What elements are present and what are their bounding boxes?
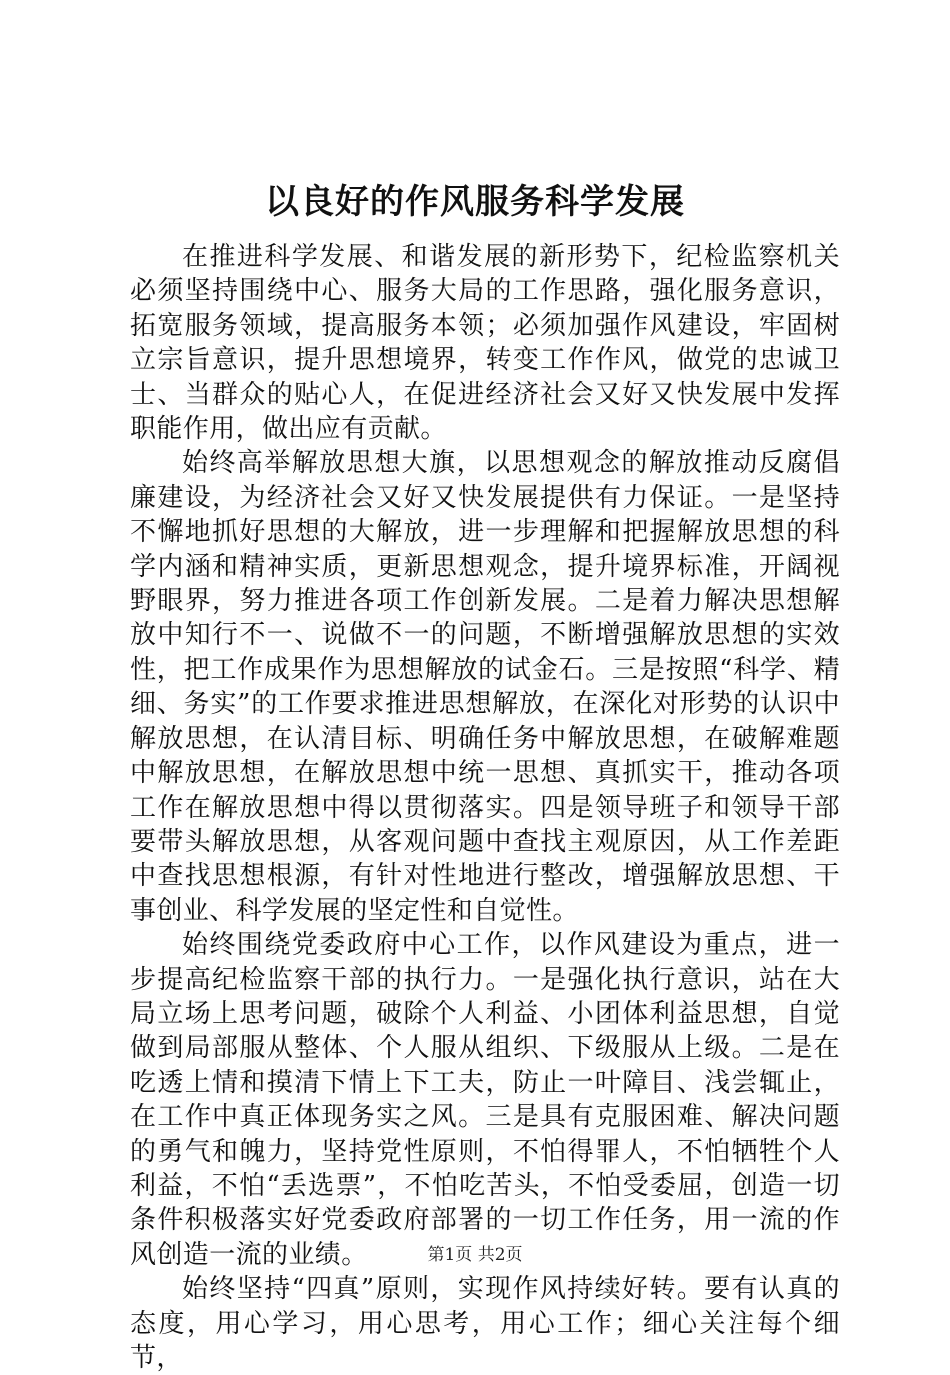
paragraph-intro: 在推进科学发展、和谐发展的新形势下，纪检监察机关必须坚持围绕中心、服务大局的工作思路，强化服务意识，拓宽服务领域，提高服务本领；必须加强作风建设，牢固树立宗旨意识，提升思想境界，转变工作作风，做党的忠诚卫士、当群众的贴心人，在促进经济社会又好又快发展中发挥职能作用，做出应有贡献。: [130, 242, 840, 445]
paragraph-thought-liberation: 始终高举解放思想大旗，以思想观念的解放推动反腐倡廉建设，为经济社会又好又快发展提供有力保证。一是坚持不懈地抓好思想的大解放，进一步理解和把握解放思想的科学内涵和精神实质，更新思想观念，提升境界标准，开阔视野眼界，努力推进各项工作创新发展。二是着力解决思想解放中知行不一、说做不一的问题，不断增强解放思想的实效性，把工作成果作为思想解放的试金石。三是按照“科学、精细、务实”的工作要求推进思想解放，在深化对形势的认识中解放思想，在认清目标、明确任务中解放思想，在破解难题中解放思想，在解放思想中统一思想、真抓实干，推动各项工作在解放思想中得以贯彻落实。四是领导班子和领导干部要带头解放思想，从客观问题中查找主观原因，从工作差距中查找思想根源，有针对性地进行整改，增强解放思想、干事创业、科学发展的坚定性和自觉性。: [130, 448, 840, 926]
page-number-footer: 第1页 共2页: [427, 1245, 523, 1265]
page-title: 以良好的作风服务科学发展: [265, 182, 685, 222]
paragraph-execution: 始终围绕党委政府中心工作，以作风建设为重点，进一步提高纪检监察干部的执行力。一是强化执行意识，站在大局立场上思考问题，破除个人利益、小团体利益思想，自觉做到局部服从整体、个人服从组织、下级服从上级。二是在吃透上情和摸清下情上下工夫，防止一叶障目、浅尝辄止，在工作中真正体现务实之风。三是具有克服困难、解决问题的勇气和魄力，坚持党性原则，不怕得罪人，不怕牺牲个人利益，不怕“丢选票”，不怕吃苦头，不怕受委屈，创造一切条件积极落实好党委政府部署的一切工作任务，用一流的作风创造一流的业绩。: [130, 930, 840, 1270]
paragraph-four-truths: 始终坚持“四真”原则，实现作风持续好转。要有认真的态度，用心学习，用心思考，用心工作；细心关注每个细节，: [130, 1274, 840, 1373]
document-body: [130, 240, 840, 1375]
